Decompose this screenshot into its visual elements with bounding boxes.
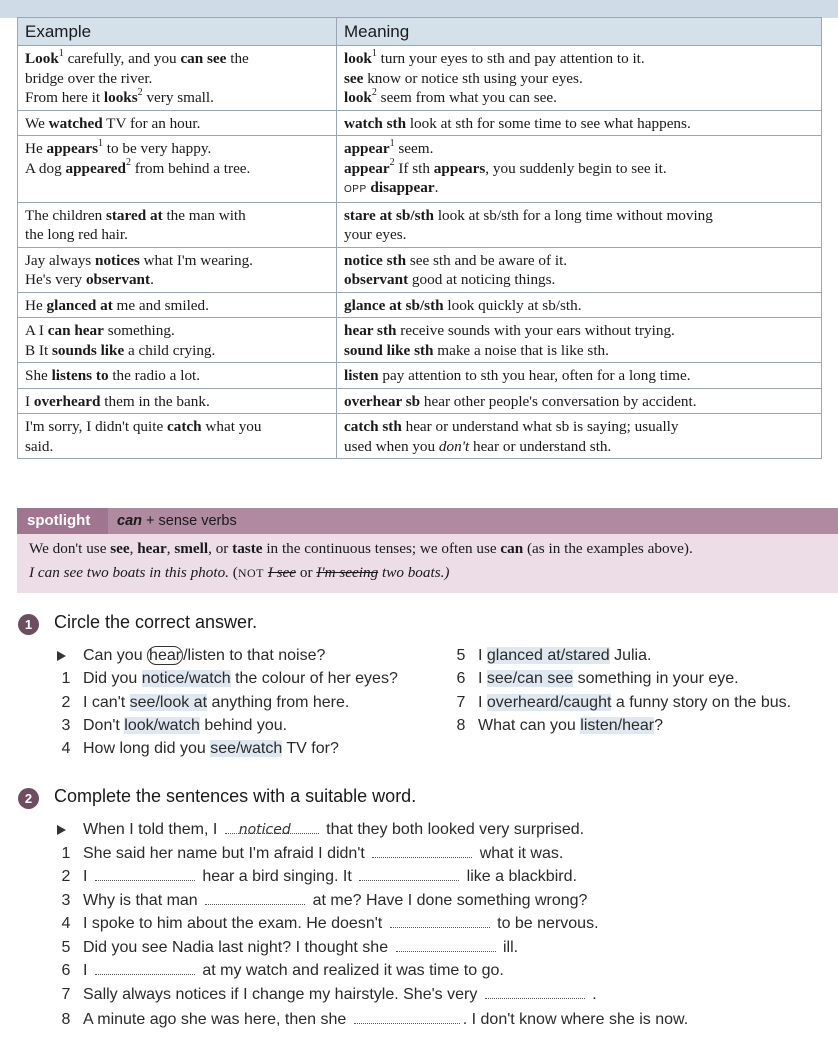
answer-blank[interactable] — [390, 913, 490, 928]
meaning-cell: look$^1$ turn your eyes to sth and pay attention to it. see know or notice sth using your eyes. look$^2$ seem from what you can see. — [337, 46, 822, 111]
example-cell: She listens to the radio a lot. — [18, 363, 337, 389]
top-band — [0, 0, 838, 18]
meaning-cell: watch sth look at sth for some time to see what happens. — [337, 110, 822, 136]
example-cell: A I can hear something. B It sounds like a child crying. — [18, 318, 337, 363]
vocabulary-table — [17, 17, 822, 459]
example-cell: He appears$^1$ to be very happy. A dog appeared$^2$ from behind a tree. — [18, 136, 337, 203]
meaning-cell: glance at sb/sth look quickly at sb/sth. — [337, 292, 822, 318]
meaning-cell: notice sth see sth and be aware of it. observant good at noticing things. — [337, 247, 822, 292]
choice-option[interactable]: glanced at/stared — [486, 647, 610, 664]
meaning-cell: appear$^1$ seem. appear$^2$ If sth appears, you suddenly begin to see it. OPP disappear. — [337, 136, 822, 203]
choice-option[interactable]: see/can see — [486, 670, 574, 687]
exercise-1-number: 1 — [18, 614, 39, 635]
answer-blank[interactable] — [396, 937, 496, 952]
table-row — [18, 292, 822, 318]
meaning-cell: catch sth hear or understand what sb is saying; usually used when you don't hear or understand sth. — [337, 414, 822, 459]
table-row — [18, 110, 822, 136]
spotlight-example: I can see two boats in this photo. (NOT I see or I'm seeing two boats.) — [29, 564, 450, 581]
answer-blank[interactable] — [359, 866, 459, 881]
choice-option[interactable]: look/watch — [124, 717, 200, 734]
circled-answer: hear — [149, 647, 182, 664]
example-cell: Jay always notices what I'm wearing. He's very observant. — [18, 247, 337, 292]
example-cell: I overheard them in the bank. — [18, 388, 337, 414]
answer-blank[interactable] — [95, 960, 195, 975]
spotlight-title: can + sense verbs — [117, 513, 237, 529]
example-answer: noticed — [238, 822, 291, 838]
answer-blank[interactable] — [485, 984, 585, 999]
table-row — [18, 202, 822, 247]
header-example: Example — [18, 18, 337, 46]
meaning-cell: stare at sb/sth look at sb/sth for a long time without moving your eyes. — [337, 202, 822, 247]
meaning-cell: listen pay attention to sth you hear, often for a long time. — [337, 363, 822, 389]
example-cell: I'm sorry, I didn't quite catch what you said. — [18, 414, 337, 459]
exercise-1-title: Circle the correct answer. — [54, 612, 258, 632]
meaning-cell: hear sth receive sounds with your ears without trying. sound like sth make a noise that is like sth. — [337, 318, 822, 363]
answer-blank[interactable] — [95, 866, 195, 881]
table-row — [18, 46, 822, 111]
table-row — [18, 414, 822, 459]
arrow-icon — [57, 651, 66, 661]
example-cell: We watched TV for an hour. — [18, 110, 337, 136]
example-cell: He glanced at me and smiled. — [18, 292, 337, 318]
choice-option[interactable]: see/watch — [210, 740, 283, 757]
spotlight-tag: spotlight — [17, 508, 108, 534]
choice-option[interactable]: overheard/caught — [486, 694, 612, 711]
answer-blank[interactable] — [205, 890, 305, 905]
table-header-row — [18, 18, 822, 46]
table-row — [18, 363, 822, 389]
arrow-icon — [57, 825, 66, 835]
exercise-2-number: 2 — [18, 788, 39, 809]
table-row — [18, 136, 822, 203]
choice-option[interactable]: notice/watch — [141, 670, 231, 687]
example-cell: Look$^1$ carefully, and you can see the bridge over the river. From here it looks$^2$ very small. — [18, 46, 337, 111]
meaning-cell: overhear sb hear other people's conversation by accident. — [337, 388, 822, 414]
header-meaning: Meaning — [337, 18, 822, 46]
spotlight-header — [17, 508, 838, 534]
answer-blank[interactable] — [354, 1009, 460, 1024]
exercise-2-title: Complete the sentences with a suitable word. — [54, 786, 417, 806]
table-row — [18, 388, 822, 414]
answer-blank[interactable] — [372, 843, 472, 858]
spotlight-rule: We don't use see, hear, smell, or taste in the continuous tenses; we often use can (as in the examples above). — [29, 540, 693, 557]
table-row — [18, 247, 822, 292]
spotlight-box — [17, 508, 838, 593]
choice-option[interactable]: listen/hear — [580, 717, 655, 734]
example-cell: The children stared at the man with the long red hair. — [18, 202, 337, 247]
choice-option[interactable]: see/look at — [129, 694, 208, 711]
table-row — [18, 318, 822, 363]
